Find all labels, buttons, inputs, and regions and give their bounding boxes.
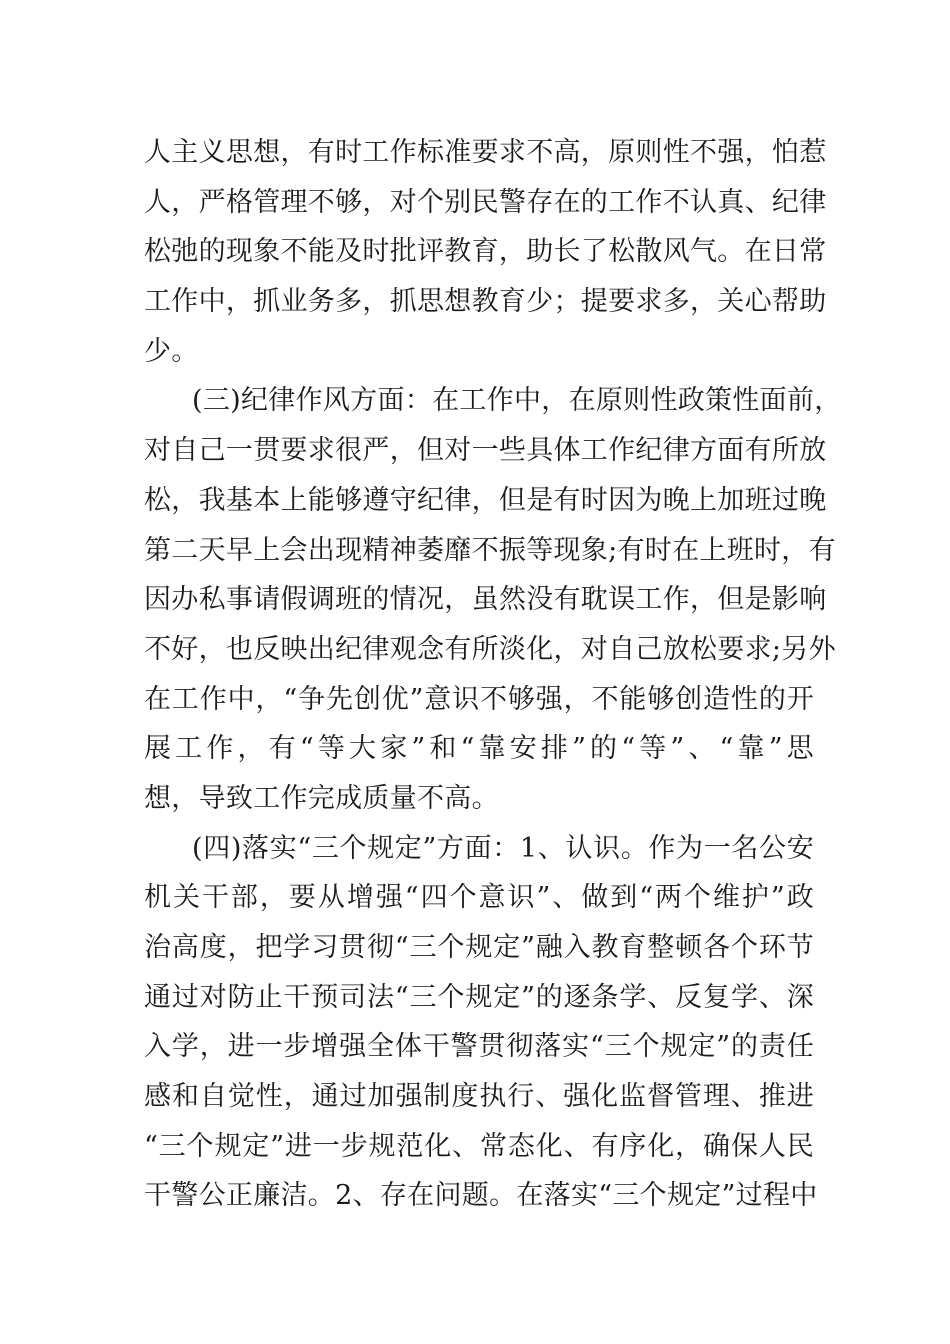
text-line: 想，导致工作完成质量不高。 bbox=[144, 782, 499, 814]
text-line: (三)纪律作风方面：在工作中，在原则性政策性面前， bbox=[192, 385, 842, 417]
text-line: 治高度，把学习贯彻“三个规定”融入教育整顿各个环节 bbox=[144, 932, 814, 963]
document-body bbox=[144, 128, 842, 1221]
text-line: 少。 bbox=[144, 335, 199, 367]
text-line: 工作中，抓业务多，抓思想教育少；提要求多，关心帮助 bbox=[144, 286, 827, 318]
text-line: 松，我基本上能够遵守纪律，但是有时因为晚上加班过晚 bbox=[144, 484, 827, 516]
text-line: 松弛的现象不能及时批评教育，助长了松散风气。在日常 bbox=[144, 236, 827, 268]
text-line: 入学，进一步增强全体干警贯彻落实“三个规定”的责任 bbox=[144, 1031, 814, 1063]
text-line: 人，严格管理不够，对个别民警存在的工作不认真、纪律 bbox=[144, 186, 827, 218]
text-line: 感和自觉性，通过加强制度执行、强化监督管理、推进 bbox=[144, 1081, 814, 1113]
text-line: 通过对防止干预司法“三个规定”的逐条学、反复学、深 bbox=[144, 981, 814, 1013]
text-line: 在工作中，“争先创优”意识不够强，不能够创造性的开 bbox=[144, 683, 814, 715]
text-line: 机关干部，要从增强“四个意识”、做到“两个维护”政 bbox=[144, 882, 814, 914]
text-line: (四)落实“三个规定”方面：1、认识。作为一名公安 bbox=[192, 832, 814, 864]
text-line: 对自己一贯要求很严，但对一些具体工作纪律方面有所放 bbox=[144, 435, 827, 467]
text-line: 第二天早上会出现精神萎靡不振等现象;有时在上班时，有 bbox=[144, 534, 836, 566]
text-line: 因办私事请假调班的情况，虽然没有耽误工作，但是影响 bbox=[144, 584, 827, 616]
text-line: “三个规定”进一步规范化、常态化、有序化，确保人民 bbox=[144, 1130, 814, 1162]
text-line: 干警公正廉洁。2、存在问题。在落实“三个规定”过程中 bbox=[144, 1180, 818, 1212]
text-line: 人主义思想，有时工作标准要求不高，原则性不强，怕惹 bbox=[144, 137, 827, 168]
text-line: 展工作，有“等大家”和“靠安排”的“等”、“靠”思 bbox=[144, 733, 814, 765]
text-line: 不好，也反映出纪律观念有所淡化，对自己放松要求;另外 bbox=[144, 633, 836, 665]
